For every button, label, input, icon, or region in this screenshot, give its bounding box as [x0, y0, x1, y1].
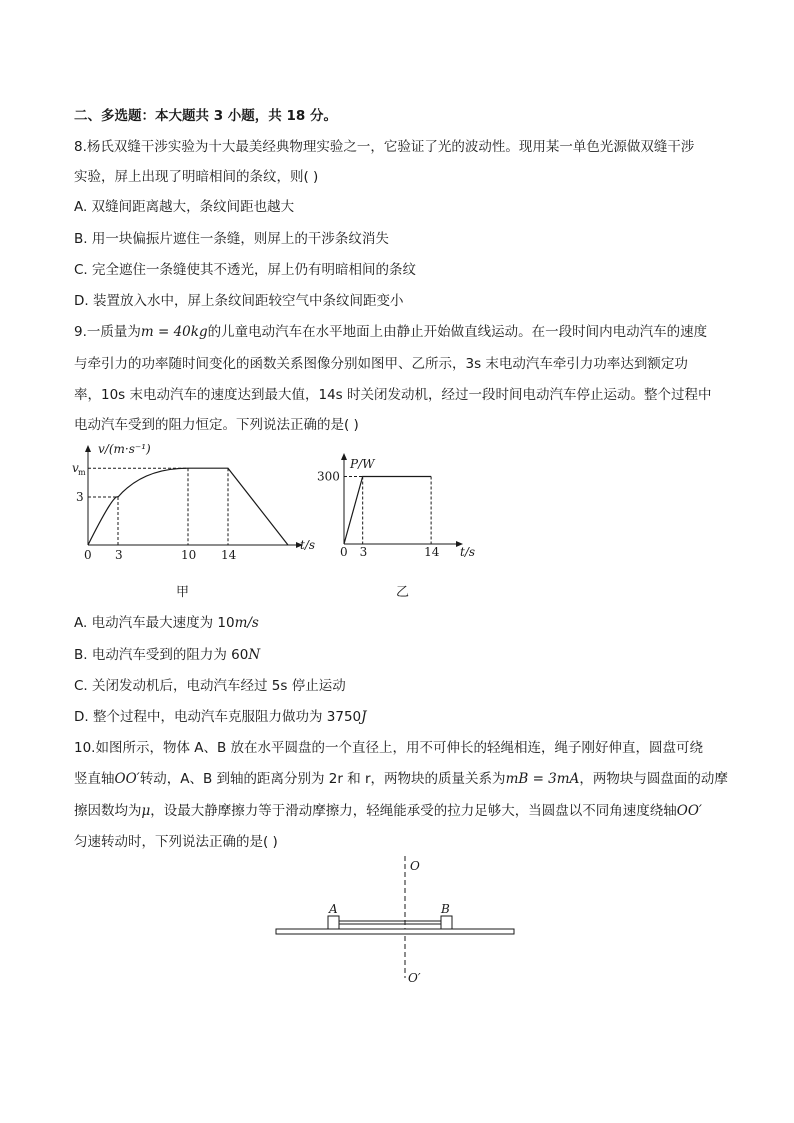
p-y-tick-300: 300	[317, 469, 340, 484]
velocity-time-chart	[70, 438, 320, 568]
q9-stem-line1-b: 的儿童电动汽车在水平地面上由静止开始做直线运动。在一段时间内电动汽车的速度	[207, 324, 708, 340]
q8-stem-line2: 实验，屏上出现了明暗相间的条纹，则( )	[74, 169, 319, 185]
q10-stem-line2	[74, 769, 734, 789]
v-x-tick-3: 14	[221, 548, 237, 562]
label-o-prime: O′	[408, 971, 421, 985]
p-x-tick-0: 0	[340, 545, 348, 559]
q9-option-d	[74, 707, 734, 727]
q9-option-a	[74, 613, 734, 633]
q10-stem-line1: 10.如图所示，物体 A、B 放在水平圆盘的一个直径上，用不可伸长的轻绳相连，绳子刚好伸直，圆盘可绕	[74, 740, 704, 756]
q9-option-b	[74, 645, 734, 665]
v-y-tick-vm-sub: m	[78, 468, 86, 478]
caption-jia: 甲	[176, 585, 190, 600]
q10-mass-relation: mB = 3mA	[505, 771, 580, 787]
v-chart-xlabel: t/s	[300, 538, 316, 552]
q10-line2-a: 竖直轴	[74, 771, 115, 787]
q10-line3-a: 擦因数均为	[74, 803, 142, 819]
q9-option-d-text: D. 整个过程中，电动汽车克服阻力做功为 3750	[74, 709, 362, 725]
q10-axis-symbol-2: OO′	[676, 803, 702, 819]
q10-stem-line4: 匀速转动时，下列说法正确的是( )	[74, 834, 278, 850]
q8-stem-line1: 8.杨氏双缝干涉实验为十大最美经典物理实验之一，它验证了光的波动性。现用某一单色光源做双缝干涉	[74, 139, 695, 155]
v-y-tick-vm: v	[72, 461, 79, 476]
q8-option-d: D. 装置放入水中，屏上条纹间距较空气中条纹间距变小	[74, 293, 404, 309]
p-chart-xlabel: t/s	[460, 545, 476, 559]
label-o: O	[410, 859, 420, 873]
block-b	[441, 916, 452, 929]
p-x-tick-1: 3	[359, 545, 368, 559]
q8-option-a: A. 双缝间距离越大，条纹间距也越大	[74, 199, 295, 215]
q10-line2-c: ，两物块与圆盘面的动摩	[579, 771, 728, 787]
v-x-tick-0: 0	[84, 548, 92, 562]
q9-stem-line2: 与牵引力的功率随时间变化的函数关系图像分别如图甲、乙所示，3s 末电动汽车牵引力功率达到额定功	[74, 356, 688, 372]
label-a: A	[329, 902, 338, 916]
power-time-chart	[317, 448, 490, 568]
q9-option-d-unit: J	[361, 709, 367, 725]
label-b: B	[441, 902, 450, 916]
q9-option-a-unit: m/s	[234, 615, 259, 631]
v-chart-ylabel: v/(m·s⁻¹)	[98, 442, 151, 456]
q8-option-b: B. 用一块偏振片遮住一条缝，则屏上的干涉条纹消失	[74, 231, 389, 247]
p-x-tick-2: 14	[424, 545, 440, 559]
q10-line2-b: 转动，A、B 到轴的距离分别为 2r 和 r，两物块的质量关系为	[139, 771, 506, 787]
disc-plate	[276, 929, 514, 934]
q10-mu-symbol: μ	[141, 803, 151, 819]
v-x-tick-2: 10	[181, 548, 197, 562]
q9-option-c: C. 关闭发动机后，电动汽车经过 5s 停止运动	[74, 678, 346, 694]
q9-option-b-text: B. 电动汽车受到的阻力为 60	[74, 647, 249, 663]
q9-stem-line1-a: 9.一质量为	[74, 324, 141, 340]
q9-option-b-unit: N	[248, 647, 261, 663]
q10-axis-symbol: OO′	[114, 771, 140, 787]
p-chart-ylabel: P/W	[350, 457, 375, 471]
q9-option-a-text: A. 电动汽车最大速度为 10	[74, 615, 235, 631]
v-x-tick-1: 3	[115, 548, 123, 562]
q9-mass-formula: m = 40kg	[140, 324, 208, 340]
section-heading: 二、多选题：本大题共 3 小题，共 18 分。	[74, 108, 337, 124]
caption-yi: 乙	[396, 585, 410, 600]
q10-stem-line3	[74, 801, 734, 821]
q9-stem-line1	[74, 322, 734, 342]
p-series-line	[344, 477, 431, 545]
q8-option-c: C. 完全遮住一条缝使其不透光，屏上仍有明暗相间的条纹	[74, 262, 417, 278]
q10-line3-b: ，设最大静摩擦力等于滑动摩擦力，轻绳能承受的拉力足够大，当圆盘以不同角速度绕轴	[150, 803, 677, 819]
v-y-tick-3: 3	[76, 490, 84, 504]
block-a	[328, 916, 339, 929]
rotating-disc-diagram	[270, 852, 530, 992]
q9-stem-line3: 率，10s 末电动汽车的速度达到最大值，14s 时关闭发动机，经过一段时间电动汽车停止运动。整个过程中	[74, 387, 712, 403]
q9-stem-line4: 电动汽车受到的阻力恒定。下列说法正确的是( )	[74, 417, 359, 433]
